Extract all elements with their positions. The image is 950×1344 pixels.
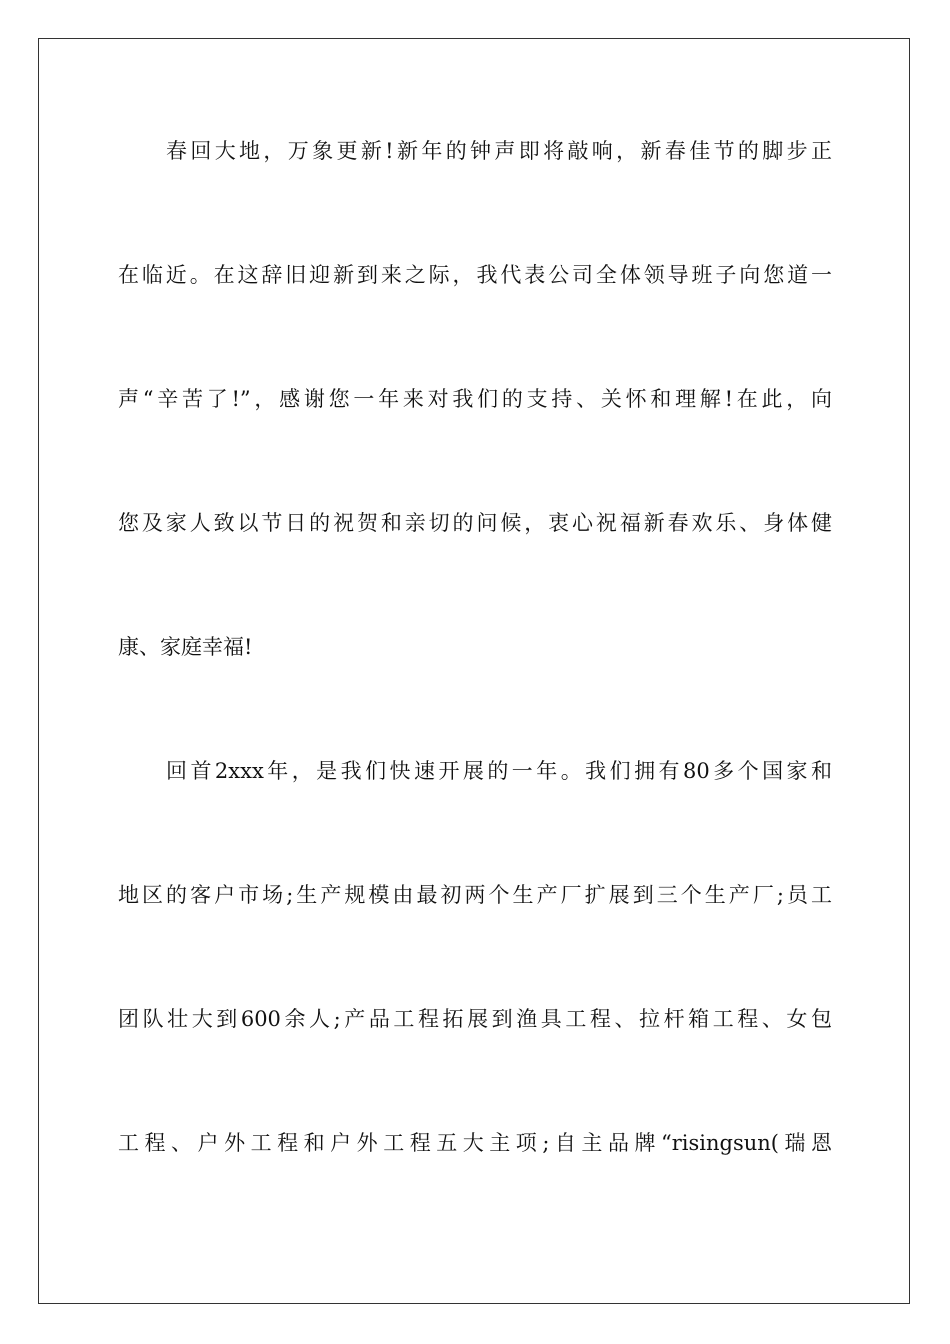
paragraph-2-line-3: 团队壮大到600余人;产品工程拓展到渔具工程、拉杆箱工程、女包	[118, 1007, 832, 1031]
paragraph-1-line-3: 声“辛苦了!”，感谢您一年来对我们的支持、关怀和理解!在此，向	[118, 387, 832, 411]
paragraph-1-line-5: 康、家庭幸福!	[118, 635, 253, 659]
paragraph-1-line-1: 春回大地，万象更新!新年的钟声即将敲响，新春佳节的脚步正	[166, 139, 832, 163]
paragraph-2-line-4: 工程、户外工程和户外工程五大主项;自主品牌“risingsun(瑞恩	[118, 1131, 832, 1155]
paragraph-1-line-2: 在临近。在这辞旧迎新到来之际，我代表公司全体领导班子向您道一	[118, 263, 832, 287]
paragraph-1-line-4: 您及家人致以节日的祝贺和亲切的问候，衷心祝福新春欢乐、身体健	[118, 511, 832, 535]
paragraph-2-line-2: 地区的客户市场;生产规模由最初两个生产厂扩展到三个生产厂;员工	[118, 883, 832, 907]
page-frame	[38, 38, 910, 1304]
paragraph-2-line-1: 回首2xxx年，是我们快速开展的一年。我们拥有80多个国家和	[166, 759, 832, 783]
